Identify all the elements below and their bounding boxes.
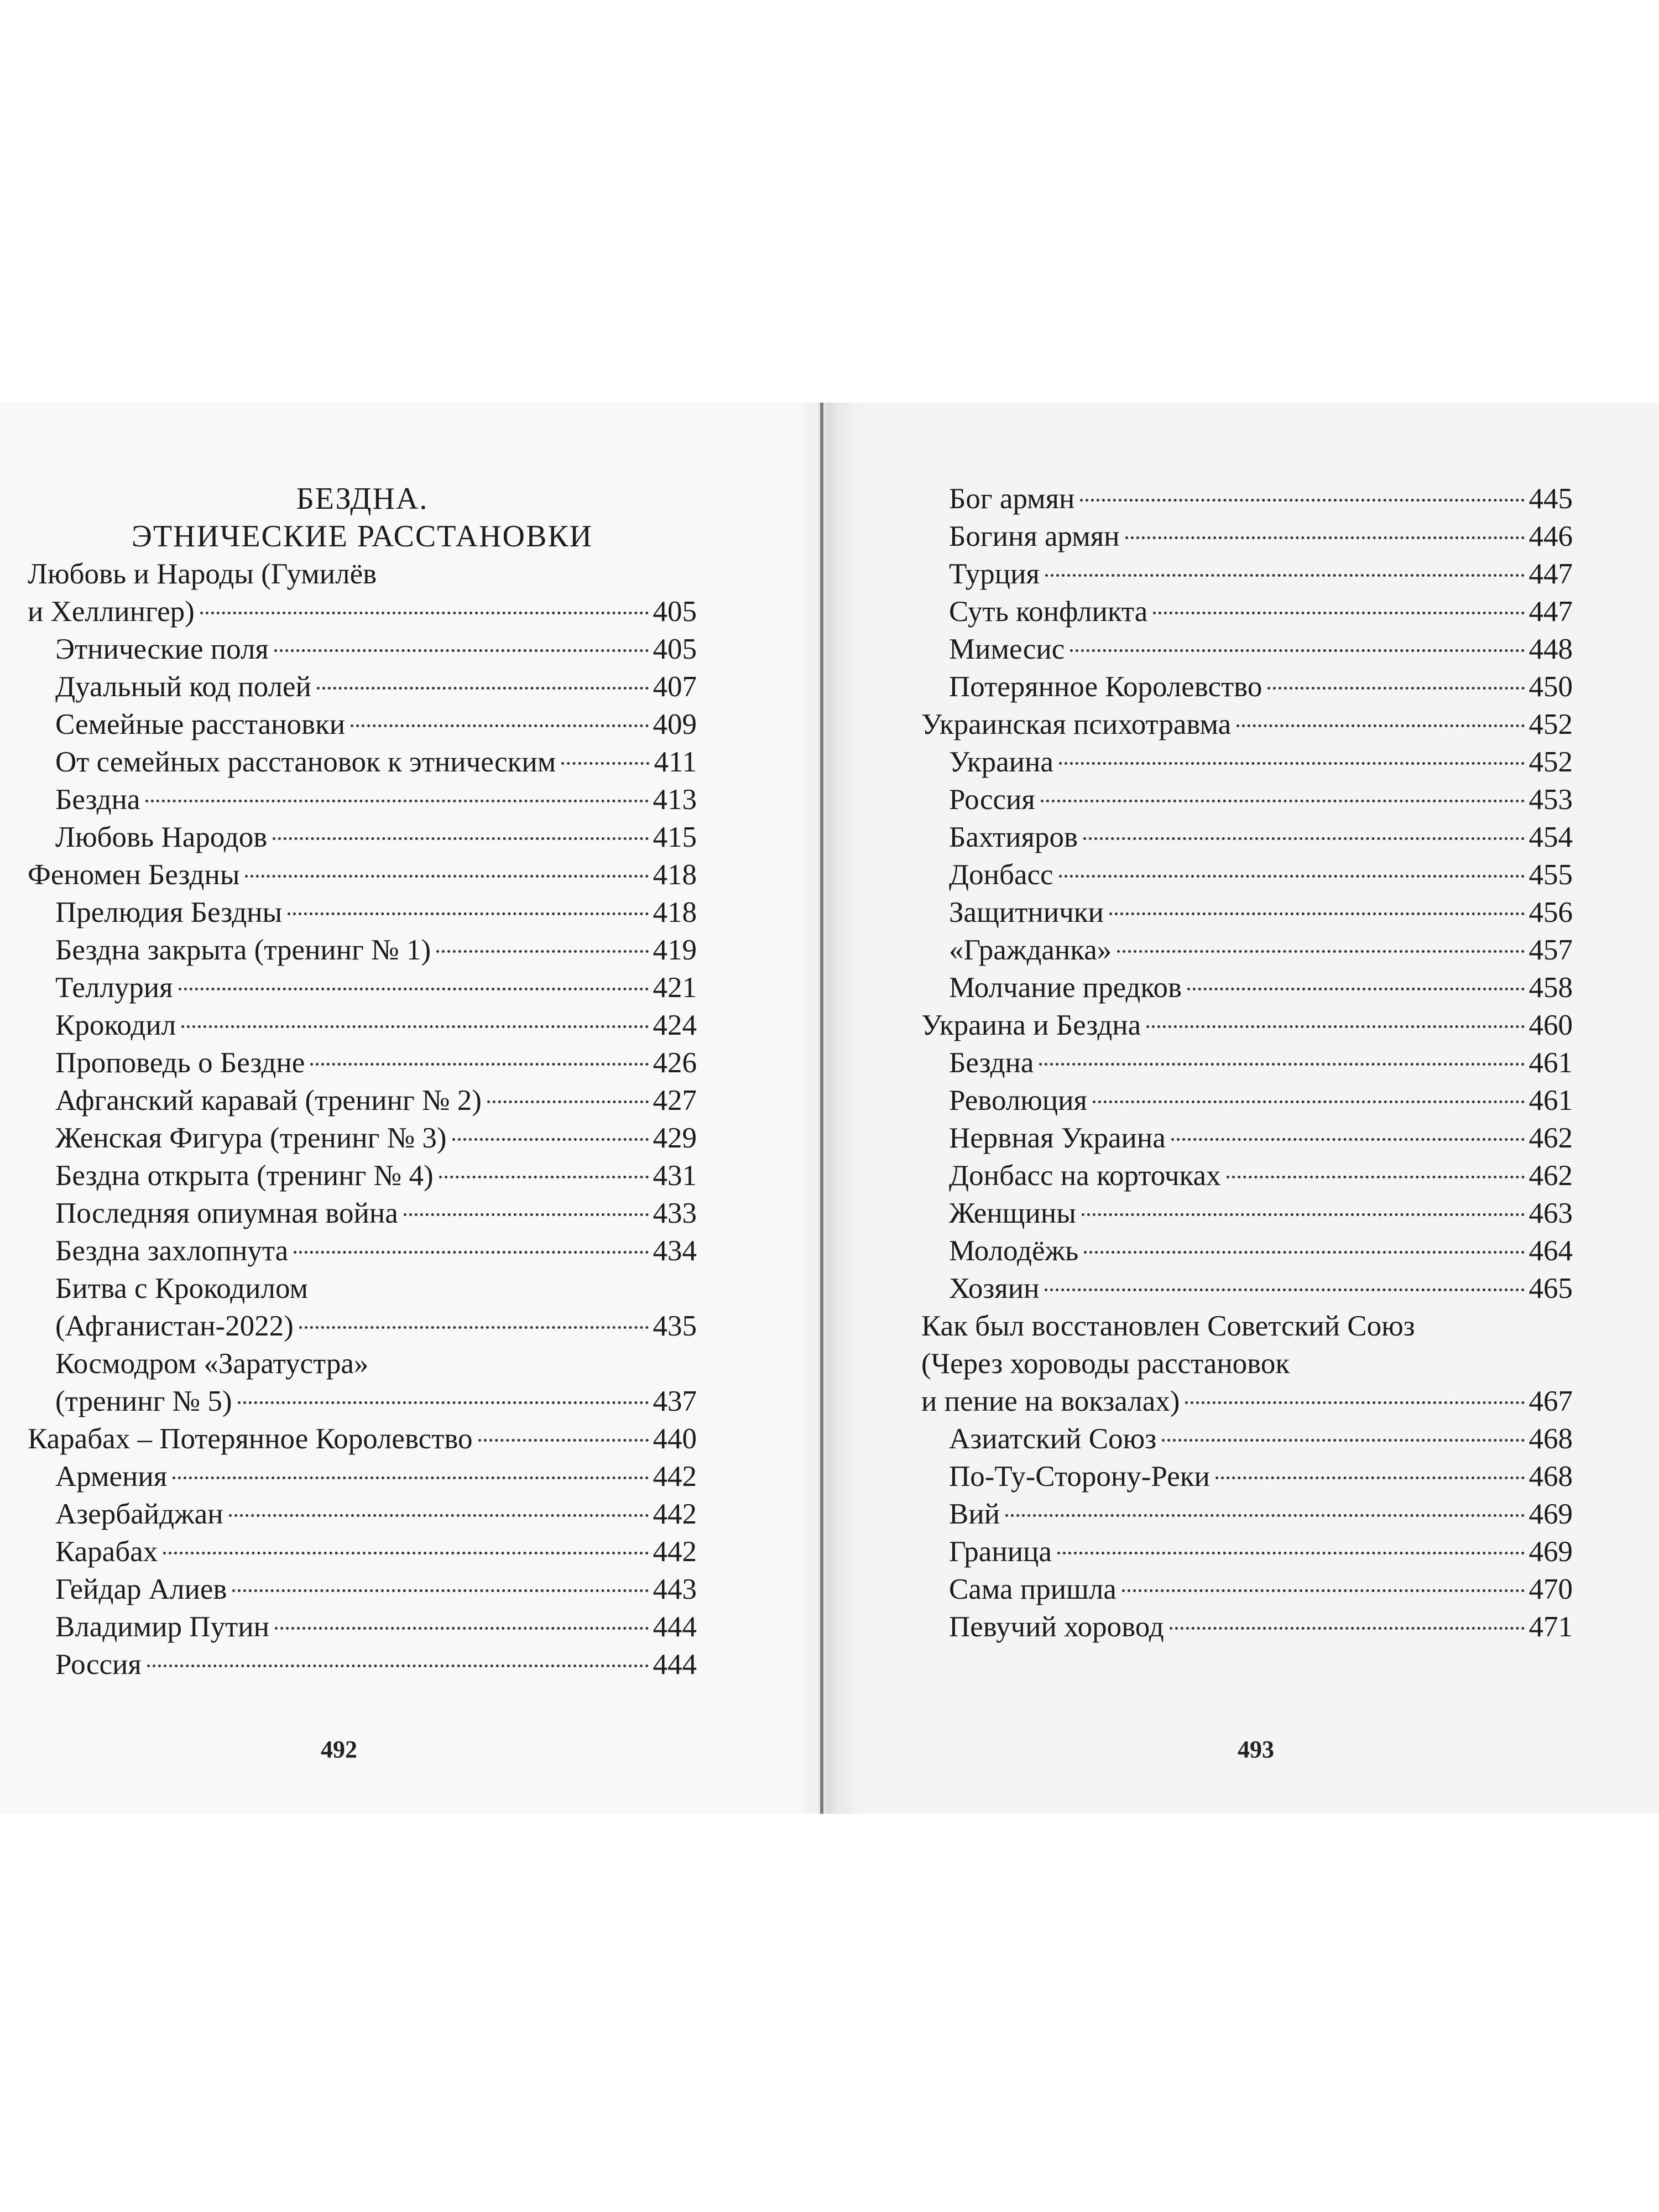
toc-entry-title: Мимесис bbox=[949, 633, 1065, 665]
toc-entry-title: Украина и Бездна bbox=[921, 1009, 1141, 1041]
toc-page-number: 452 bbox=[1528, 746, 1573, 778]
book-gutter bbox=[796, 403, 863, 1814]
toc-entry-title: Бездна закрыта (тренинг № 1) bbox=[55, 934, 431, 966]
toc-page-number: 405 bbox=[653, 633, 697, 665]
toc-leader bbox=[1005, 1514, 1524, 1517]
toc-entry bbox=[28, 818, 697, 856]
toc-entry-title: Бахтияров bbox=[949, 821, 1078, 853]
toc-entry-title: Сама пришла bbox=[949, 1573, 1117, 1605]
right-page bbox=[817, 403, 1659, 1814]
toc-page-number: 411 bbox=[654, 746, 697, 778]
toc-entry bbox=[28, 668, 697, 706]
toc-leader bbox=[561, 762, 649, 765]
toc-entry bbox=[28, 1307, 697, 1345]
toc-entry bbox=[28, 1646, 697, 1683]
toc-entry-title: Донбасс на корточках bbox=[949, 1160, 1221, 1192]
toc-entry bbox=[921, 743, 1573, 781]
toc-entry-title: Защитнички bbox=[949, 896, 1104, 928]
toc-entry bbox=[28, 1458, 697, 1495]
toc-entry bbox=[28, 894, 697, 931]
toc-leader bbox=[1041, 800, 1525, 802]
toc-entry bbox=[28, 1420, 697, 1458]
toc-page-number: 464 bbox=[1528, 1235, 1573, 1267]
toc-page-number: 440 bbox=[653, 1423, 697, 1455]
toc-page-number: 447 bbox=[1528, 596, 1573, 628]
toc-page-number: 470 bbox=[1528, 1573, 1573, 1605]
toc-entry bbox=[921, 1157, 1573, 1194]
page-number-left: 492 bbox=[321, 1736, 357, 1763]
toc-leader bbox=[1187, 988, 1525, 990]
toc-leader bbox=[1237, 724, 1524, 727]
toc-leader bbox=[1082, 1213, 1525, 1216]
toc-page-number: 413 bbox=[653, 784, 697, 816]
toc-page-number: 468 bbox=[1528, 1423, 1573, 1455]
toc-page-number: 469 bbox=[1528, 1498, 1573, 1530]
toc-entry bbox=[28, 706, 697, 743]
toc-page-number: 453 bbox=[1528, 784, 1573, 816]
toc-entry-title: Как был восстановлен Советский Союз bbox=[921, 1310, 1415, 1342]
toc-page-number: 415 bbox=[653, 821, 697, 853]
toc-page-number: 450 bbox=[1528, 671, 1573, 703]
right-toc bbox=[921, 480, 1573, 1646]
toc-leader bbox=[1215, 1477, 1525, 1479]
toc-leader bbox=[173, 1477, 648, 1479]
toc-entry-title: Этнические поля bbox=[55, 633, 269, 665]
toc-entry-title: Последняя опиумная война bbox=[55, 1197, 398, 1229]
toc-entry-title: Азиатский Союз bbox=[949, 1423, 1157, 1455]
toc-leader bbox=[1267, 687, 1524, 690]
toc-entry-title: Дуальный код полей bbox=[55, 671, 311, 703]
toc-page-number: 460 bbox=[1528, 1009, 1573, 1041]
toc-entry-title: Революция bbox=[949, 1084, 1087, 1117]
toc-page-number: 418 bbox=[653, 896, 697, 928]
toc-entry-title: Бездна захлопнута bbox=[55, 1235, 289, 1267]
toc-entry-title: Вий bbox=[949, 1498, 1000, 1530]
toc-page-number: 455 bbox=[1528, 859, 1573, 891]
toc-entry-title: Афганский каравай (тренинг № 2) bbox=[55, 1084, 482, 1117]
toc-entry bbox=[921, 1119, 1573, 1157]
page-number-right: 493 bbox=[1238, 1736, 1274, 1763]
toc-leader bbox=[310, 1063, 648, 1066]
left-toc bbox=[28, 480, 697, 1683]
toc-page-number: 469 bbox=[1528, 1536, 1573, 1568]
toc-entry-title: Битва с Крокодилом bbox=[55, 1272, 309, 1305]
toc-entry-title: Россия bbox=[949, 784, 1035, 816]
toc-page-number: 461 bbox=[1528, 1047, 1573, 1079]
toc-entry bbox=[921, 668, 1573, 706]
toc-entry bbox=[28, 1082, 697, 1119]
toc-entry-title: Карабах – Потерянное Королевство bbox=[28, 1423, 473, 1455]
toc-page-number: 431 bbox=[653, 1160, 697, 1192]
toc-leader bbox=[145, 800, 648, 802]
toc-entry-title: Прелюдия Бездны bbox=[55, 896, 283, 928]
toc-page-number: 433 bbox=[653, 1197, 697, 1229]
toc-entry-title: «Гражданка» bbox=[949, 934, 1112, 966]
toc-page-number: 463 bbox=[1528, 1197, 1573, 1229]
toc-leader bbox=[1083, 837, 1524, 840]
toc-leader bbox=[1059, 762, 1525, 765]
toc-page-number: 462 bbox=[1528, 1160, 1573, 1192]
toc-entry bbox=[921, 894, 1573, 931]
toc-entry bbox=[28, 1006, 697, 1044]
toc-entry-title: Проповедь о Бездне bbox=[55, 1047, 305, 1079]
toc-entry-title: и пение на вокзалах) bbox=[921, 1385, 1180, 1417]
toc-page-number: 465 bbox=[1528, 1272, 1573, 1305]
toc-entry bbox=[921, 1495, 1573, 1533]
toc-leader bbox=[1109, 912, 1525, 915]
toc-entry-title: Крокодил bbox=[55, 1009, 176, 1041]
toc-entry-title: (Через хороводы расстановок bbox=[921, 1348, 1290, 1380]
toc-leader bbox=[1057, 1552, 1525, 1554]
toc-leader bbox=[1070, 649, 1524, 652]
toc-entry bbox=[28, 969, 697, 1006]
toc-leader bbox=[1059, 875, 1525, 878]
toc-entry bbox=[921, 1232, 1573, 1270]
toc-page-number: 445 bbox=[1528, 483, 1573, 515]
toc-entry-title: Турция bbox=[949, 558, 1040, 590]
toc-entry-title: Карабах bbox=[55, 1536, 158, 1568]
toc-entry-title: Армения bbox=[55, 1460, 168, 1493]
toc-entry-title: Бездна открыта (тренинг № 4) bbox=[55, 1160, 434, 1192]
toc-leader bbox=[229, 1514, 649, 1517]
toc-entry bbox=[921, 781, 1573, 818]
toc-entry-title: Азербайджан bbox=[55, 1498, 223, 1530]
toc-page-number: 434 bbox=[653, 1235, 697, 1267]
toc-leader bbox=[147, 1665, 649, 1667]
toc-leader bbox=[1125, 536, 1525, 539]
toc-entry bbox=[28, 1533, 697, 1571]
toc-entry bbox=[28, 1119, 697, 1157]
toc-leader bbox=[1146, 1025, 1524, 1028]
toc-page-number: 471 bbox=[1528, 1611, 1573, 1643]
toc-entry bbox=[921, 1608, 1573, 1646]
toc-page-number: 442 bbox=[653, 1460, 697, 1493]
toc-page-number: 421 bbox=[653, 972, 697, 1004]
section-title-line1: БЕЗДНА. bbox=[296, 482, 429, 516]
toc-entry bbox=[28, 1571, 697, 1608]
toc-leader bbox=[238, 1401, 649, 1404]
toc-entry bbox=[921, 1006, 1573, 1044]
toc-page-number: 435 bbox=[653, 1310, 697, 1342]
toc-entry-title: От семейных расстановок к этническим bbox=[55, 746, 556, 778]
toc-entry-title: Бог армян bbox=[949, 483, 1075, 515]
toc-page-number: 419 bbox=[653, 934, 697, 966]
toc-entry bbox=[921, 518, 1573, 555]
toc-entry-title: и Хеллингер) bbox=[28, 596, 195, 628]
toc-page-number: 442 bbox=[653, 1498, 697, 1530]
toc-page-number: 427 bbox=[653, 1084, 697, 1117]
toc-leader bbox=[317, 687, 649, 690]
toc-page-number: 456 bbox=[1528, 896, 1573, 928]
toc-entry bbox=[921, 1533, 1573, 1571]
toc-entry-title: Россия bbox=[55, 1648, 142, 1681]
toc-entry bbox=[28, 1495, 697, 1533]
toc-page-number: 458 bbox=[1528, 972, 1573, 1004]
toc-leader bbox=[1045, 1288, 1524, 1291]
toc-entry-title: Женщины bbox=[949, 1197, 1076, 1229]
toc-leader bbox=[1045, 574, 1525, 577]
toc-entry-title: Донбасс bbox=[949, 859, 1053, 891]
toc-entry-title: Граница bbox=[949, 1536, 1052, 1568]
toc-entry-title: Гейдар Алиев bbox=[55, 1573, 227, 1605]
toc-leader bbox=[1093, 1100, 1525, 1103]
toc-entry bbox=[921, 1420, 1573, 1458]
toc-entry-title: Украина bbox=[949, 746, 1053, 778]
toc-entry bbox=[28, 593, 697, 630]
toc-entry-title: Любовь и Народы (Гумилёв bbox=[28, 558, 377, 590]
toc-entry-title: Космодром «Заратустра» bbox=[55, 1348, 369, 1380]
toc-entry-title: Владимир Путин bbox=[55, 1611, 269, 1643]
toc-entry bbox=[28, 1044, 697, 1082]
toc-leader bbox=[163, 1552, 648, 1554]
toc-entry bbox=[28, 781, 697, 818]
toc-entry-title: Украинская психотравма bbox=[921, 708, 1232, 740]
toc-entry-title: (тренинг № 5) bbox=[55, 1385, 232, 1417]
toc-page-number: 462 bbox=[1528, 1122, 1573, 1154]
toc-leader bbox=[436, 950, 648, 953]
toc-entry bbox=[28, 630, 697, 668]
toc-page-number: 409 bbox=[653, 708, 697, 740]
toc-leader bbox=[288, 912, 648, 915]
toc-entry-title: Певучий хоровод bbox=[949, 1611, 1164, 1643]
toc-leader bbox=[200, 612, 649, 614]
toc-page-number: 418 bbox=[653, 859, 697, 891]
section-title-line2: ЭТНИЧЕСКИЕ РАССТАНОВКИ bbox=[131, 519, 593, 554]
toc-entry-title: Любовь Народов bbox=[55, 821, 268, 853]
toc-entry-title: Теллурия bbox=[55, 972, 173, 1004]
toc-page-number: 442 bbox=[653, 1536, 697, 1568]
toc-page-number: 437 bbox=[653, 1385, 697, 1417]
toc-entry bbox=[921, 931, 1573, 969]
toc-leader bbox=[351, 724, 648, 727]
toc-entry-title: Потерянное Королевство bbox=[949, 671, 1262, 703]
toc-entry bbox=[28, 1608, 697, 1646]
toc-leader bbox=[452, 1138, 649, 1141]
toc-leader bbox=[1162, 1439, 1524, 1442]
toc-entry-title: Женская Фигура (тренинг № 3) bbox=[55, 1122, 447, 1154]
toc-entry-title: Бездна bbox=[949, 1047, 1034, 1079]
toc-page-number: 468 bbox=[1528, 1460, 1573, 1493]
book-spread bbox=[0, 403, 1659, 1814]
toc-entry bbox=[921, 969, 1573, 1006]
toc-entry-title: Суть конфликта bbox=[949, 596, 1148, 628]
toc-leader bbox=[232, 1589, 648, 1592]
toc-entry bbox=[28, 1232, 697, 1270]
toc-entry-title: Нервная Украина bbox=[949, 1122, 1166, 1154]
toc-page-number: 426 bbox=[653, 1047, 697, 1079]
toc-page-number: 448 bbox=[1528, 633, 1573, 665]
toc-leader bbox=[274, 649, 649, 652]
toc-entry bbox=[921, 818, 1573, 856]
toc-entry-title: Хозяин bbox=[949, 1272, 1040, 1305]
left-page bbox=[0, 403, 817, 1814]
toc-entry-title: Бездна bbox=[55, 784, 140, 816]
toc-entry bbox=[921, 856, 1573, 894]
toc-entry bbox=[921, 593, 1573, 630]
toc-entry bbox=[28, 1157, 697, 1194]
toc-page-number: 444 bbox=[653, 1648, 697, 1681]
toc-page-number: 429 bbox=[653, 1122, 697, 1154]
toc-page-number: 407 bbox=[653, 671, 697, 703]
toc-leader bbox=[1039, 1063, 1524, 1066]
toc-leader bbox=[1185, 1401, 1524, 1404]
toc-entry bbox=[28, 856, 697, 894]
gutter-line bbox=[820, 403, 823, 1814]
toc-leader bbox=[299, 1326, 649, 1329]
toc-entry bbox=[28, 931, 697, 969]
toc-entry bbox=[921, 1044, 1573, 1082]
toc-page-number: 405 bbox=[653, 596, 697, 628]
toc-entry-title: По-Ту-Сторону-Реки bbox=[949, 1460, 1210, 1493]
toc-entry bbox=[921, 1270, 1573, 1307]
toc-leader bbox=[275, 1627, 649, 1630]
toc-entry bbox=[921, 1383, 1573, 1420]
toc-page-number: 444 bbox=[653, 1611, 697, 1643]
toc-leader bbox=[1171, 1138, 1525, 1141]
toc-entry bbox=[921, 630, 1573, 668]
toc-leader bbox=[404, 1213, 649, 1216]
toc-entry bbox=[921, 1571, 1573, 1608]
toc-page-number: 467 bbox=[1528, 1385, 1573, 1417]
toc-entry-title: Молчание предков bbox=[949, 972, 1182, 1004]
toc-page-number: 446 bbox=[1528, 520, 1573, 552]
toc-entry bbox=[921, 1194, 1573, 1232]
toc-page-number: 424 bbox=[653, 1009, 697, 1041]
toc-entry bbox=[921, 1082, 1573, 1119]
toc-leader bbox=[1153, 612, 1524, 614]
toc-leader bbox=[478, 1439, 649, 1442]
toc-leader bbox=[1117, 950, 1524, 953]
toc-leader bbox=[487, 1100, 649, 1103]
toc-entry bbox=[921, 706, 1573, 743]
toc-page-number: 461 bbox=[1528, 1084, 1573, 1117]
toc-leader bbox=[245, 875, 648, 878]
toc-entry bbox=[28, 1383, 697, 1420]
toc-leader bbox=[273, 837, 648, 840]
toc-leader bbox=[1080, 499, 1524, 502]
toc-page-number: 454 bbox=[1528, 821, 1573, 853]
toc-leader bbox=[181, 1025, 648, 1028]
toc-leader bbox=[439, 1176, 649, 1178]
toc-entry bbox=[28, 1194, 697, 1232]
toc-leader bbox=[1084, 1251, 1524, 1254]
toc-page-number: 443 bbox=[653, 1573, 697, 1605]
toc-page-number: 452 bbox=[1528, 708, 1573, 740]
toc-entry bbox=[28, 743, 697, 781]
toc-entry-title: Молодёжь bbox=[949, 1235, 1079, 1267]
toc-leader bbox=[1170, 1627, 1525, 1630]
toc-leader bbox=[1227, 1176, 1525, 1178]
toc-entry bbox=[921, 555, 1573, 593]
toc-entry-title: Феномен Бездны bbox=[28, 859, 240, 891]
toc-entry bbox=[921, 480, 1573, 518]
toc-entry bbox=[921, 1458, 1573, 1495]
toc-entry-title: Богиня армян bbox=[949, 520, 1120, 552]
toc-entry-title: Семейные расстановки bbox=[55, 708, 346, 740]
toc-leader bbox=[294, 1251, 648, 1254]
toc-leader bbox=[179, 988, 649, 990]
toc-page-number: 457 bbox=[1528, 934, 1573, 966]
toc-leader bbox=[1122, 1589, 1525, 1592]
toc-page-number: 447 bbox=[1528, 558, 1573, 590]
toc-entry-title: (Афганистан-2022) bbox=[55, 1310, 294, 1342]
